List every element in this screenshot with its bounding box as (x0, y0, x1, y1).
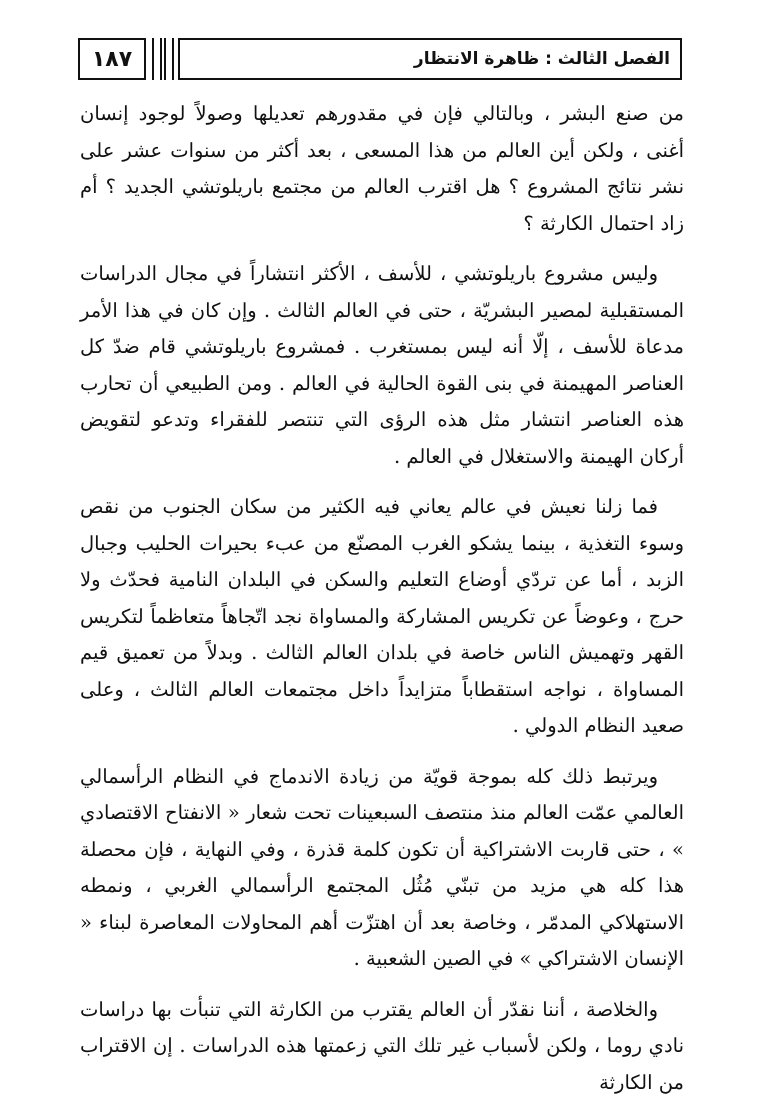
chapter-title-box (178, 38, 682, 80)
page-header (78, 38, 682, 84)
paragraph: وليس مشروع باريلوتشي ، للأسف ، الأكثر انتشاراً في مجال الدراسات المستقبلية لمصير البشريّة ، حتى في العالم الثالث . وإن كان في هذا الأمر مدعاة للأسف ، إلّا أنه ليس بمستغرب . فمشروع باريلوتشي قام ضدّ كل العناصر المهيمنة في بنى القوة الحالية في العالم . ومن الطبيعي أن تحارب هذه العناصر انتشار مثل هذه الرؤى التي تنتصر للفقراء وتدعو لتقويض أركان الهيمنة والاستغلال في العالم . (80, 262, 684, 468)
page-number: ١٨٧ (91, 46, 133, 72)
header-bar (152, 38, 162, 80)
chapter-title: الفصل الثالث : ظاهرة الانتظار (413, 49, 670, 69)
header-bar (164, 38, 174, 80)
header-divider-bars (152, 38, 174, 80)
paragraph: فما زلنا نعيش في عالم يعاني فيه الكثير من سكان الجنوب من نقص وسوء التغذية ، بينما يشكو الغرب المصنّع من عبء بحيرات الحليب وجبال الزبد ، أما عن تردّي أوضاع التعليم والسكن في البلدان النامية فحدّث ولا حرج ، وعوضاً عن تكريس المشاركة والمساواة نجد اتّجاهاً متعاظماً لتكريس القهر وتهميش الناس خاصة في بلدان العالم الثالث . وبدلاً من تعميق قيم المساواة ، نواجه استقطاباً متزايداً داخل مجتمعات العالم الثالث ، وعلى صعيد النظام الدولي . (80, 495, 684, 737)
paragraph: ويرتبط ذلك كله بموجة قويّة من زيادة الاندماج في النظام الرأسمالي العالمي عمّت العالم منذ منتصف السبعينات تحت شعار « الانفتاح الاقتصادي » ، حتى قاربت الاشتراكية أن تكون كلمة قذرة ، وفي النهاية ، فإن محصلة هذا كله هي مزيد من تبنّي مُثُل المجتمع الرأسمالي الغربي ، ونمطه الاستهلاكي المدمّر ، وخاصة بعد أن اهتزّت أهم المحاولات المعاصرة لبناء « الإنسان الاشتراكي » في الصين الشعبية . (80, 764, 684, 970)
paragraph: من صنع البشر ، وبالتالي فإن في مقدورهم تعديلها وصولاً لوجود إنسان أغنى ، ولكن أين العالم من هذا المسعى ، بعد أكثر من سنوات عشر على نشر نتائج المشروع ؟ هل اقترب العالم من مجتمع باريلوتشي الجديد ؟ أم زاد احتمال الكارثة ؟ (80, 102, 684, 235)
page-number-box (78, 38, 146, 80)
paragraph: والخلاصة ، أننا نقدّر أن العالم يقترب من الكارثة التي تنبأت بها دراسات نادي روما ، ولكن لأسباب غير تلك التي زعمتها هذه الدراسات . إن الاقتراب من الكارثة (80, 997, 684, 1094)
page-body (80, 96, 684, 1115)
